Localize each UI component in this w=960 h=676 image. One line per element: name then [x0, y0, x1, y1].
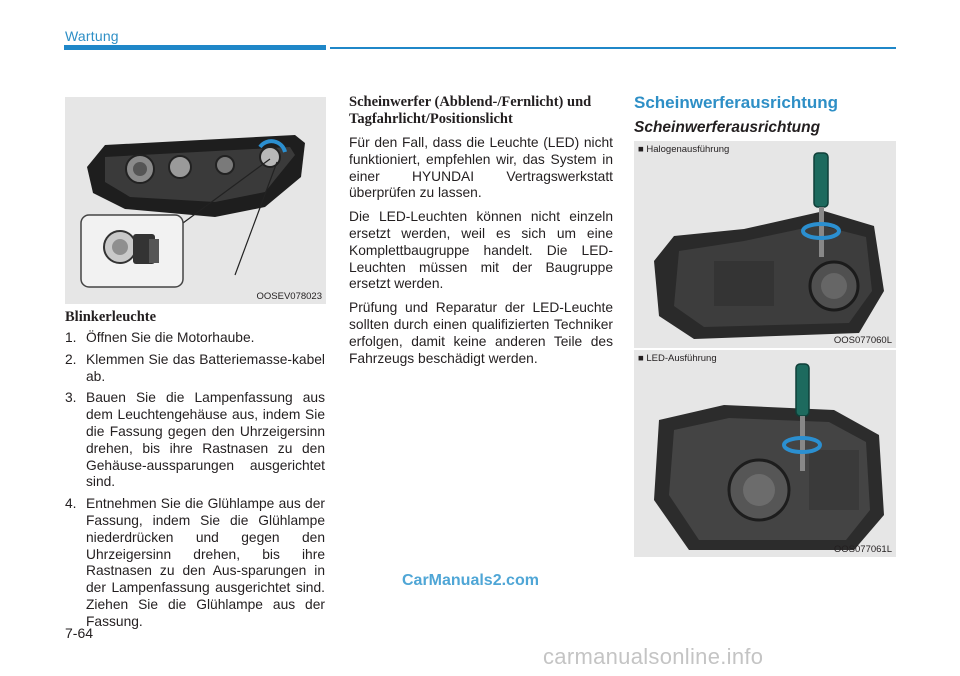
paragraph: Für den Fall, dass die Leuchte (LED) nicht funktioniert, empfehlen wir, das System in einer HYUNDAI Vertragswerkstatt überprüfen zu lassen.	[349, 135, 613, 201]
step-item	[65, 352, 325, 386]
watermark-carmanuals[interactable]: CarManuals2.com	[402, 572, 539, 589]
step-number: 4.	[65, 496, 77, 512]
blinker-steps	[65, 330, 325, 631]
figure-caption: ■ LED-Ausführung	[638, 353, 717, 364]
step-number: 1.	[65, 330, 77, 345]
paragraph: Prüfung und Reparatur der LED-Leuchte sollten durch einen qualifizierten Techniker erfolgen, damit keine anderen Teile des Fahrzeugs beschädigt werden.	[349, 300, 613, 366]
figure-halogen	[634, 141, 896, 348]
page-number: 7-64	[65, 625, 94, 641]
step-text: Öffnen Sie die Motorhaube.	[86, 330, 255, 345]
column-scheinwerfer	[349, 94, 613, 374]
step-text: Entnehmen Sie die Glühlampe aus der Fassung, indem Sie die Glühlampe niederdrücken und gegen den Uhrzeigersinn drehen, bis ihre Rastnasen zu den Aus-sparungen in der Lampenfassung ausgerichtet sind. Ziehen Sie die Glühlampe aus der Fassung.	[86, 496, 325, 629]
watermark-carmanualsonline[interactable]: carmanualsonline.info	[543, 644, 764, 669]
section-title: Wartung	[65, 28, 119, 44]
figure-led	[634, 350, 896, 557]
halogen-headlamp-illustration	[634, 141, 896, 348]
scheinwerfer-heading: Scheinwerfer (Abblend-/Fernlicht) und Tagfahrlicht/Positionslicht	[349, 94, 592, 127]
ausrichtung-subtitle: Scheinwerferausrichtung	[634, 119, 821, 136]
step-number: 2.	[65, 351, 77, 367]
paragraph: Die LED-Leuchten können nicht einzeln ersetzt werden, weil es sich um eine Komplettbaugruppe handelt. Die LED-Leuchten müssen mit der Baugruppe ersetzt werden.	[349, 209, 613, 292]
step-item	[65, 330, 325, 347]
turn-signal-illustration	[65, 97, 326, 304]
figure-code: OOS077060L	[833, 335, 892, 346]
led-headlamp-illustration	[634, 350, 896, 557]
figure-code: OOSEV078023	[256, 291, 322, 302]
step-number: 3.	[65, 390, 77, 406]
ausrichtung-title: Scheinwerferausrichtung	[634, 93, 839, 112]
step-text: Klemmen Sie das Batteriemasse-kabel ab.	[86, 351, 325, 384]
step-item	[65, 390, 325, 491]
figure-code: OOS077061L	[833, 544, 892, 555]
blinker-heading: Blinkerleuchte	[65, 309, 157, 325]
step-text: Bauen Sie die Lampenfassung aus dem Leuchtengehäuse aus, indem Sie die Fassung gegen den Uhrzeigersinn drehen, bis ihre Rastnasen zu den Gehäuse-aussparungen ausgerichtet sind.	[86, 390, 325, 490]
figure-turn-signal	[65, 97, 326, 304]
figure-caption: ■ Halogenausführung	[638, 144, 730, 155]
step-item	[65, 496, 325, 630]
column-blinker	[65, 309, 325, 636]
header-rule-thick	[64, 45, 326, 50]
header-rule-thin	[330, 47, 896, 49]
